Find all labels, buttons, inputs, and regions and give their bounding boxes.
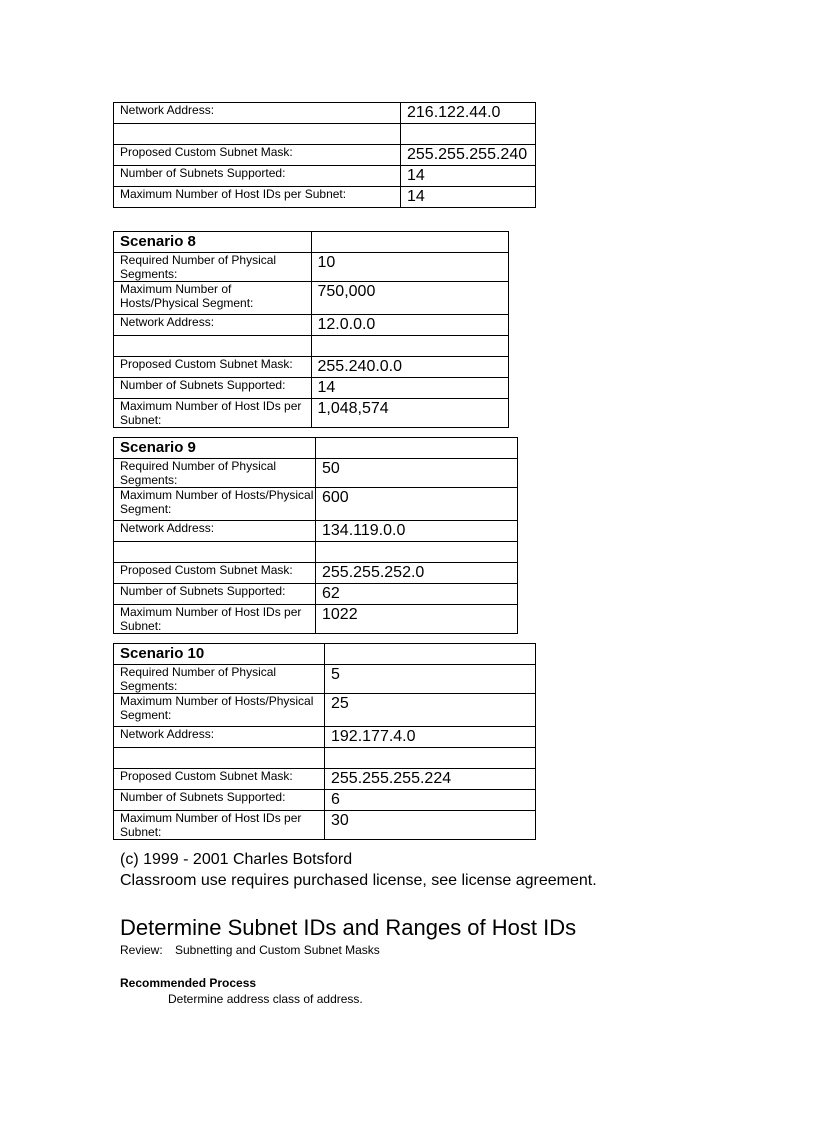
scenario-title: Scenario 9 <box>114 438 316 459</box>
max-host-ids-label: Maximum Number of Host IDs per Subnet: <box>114 811 325 840</box>
custom-mask-value: 255.240.0.0 <box>311 357 509 378</box>
required-segments-value: 5 <box>325 665 536 694</box>
network-address-label: Network Address: <box>114 103 401 124</box>
review-label: Review: <box>120 943 163 957</box>
custom-mask-value: 255.255.252.0 <box>316 563 518 584</box>
subnets-supported-value: 14 <box>311 378 509 399</box>
max-host-ids-value: 14 <box>401 187 536 208</box>
network-address-value: 216.122.44.0 <box>401 103 536 124</box>
required-segments-label: Required Number of Physical Segments: <box>114 665 325 694</box>
blank-cell <box>311 232 509 253</box>
subnets-supported-value: 6 <box>325 790 536 811</box>
custom-mask-label: Proposed Custom Subnet Mask: <box>114 769 325 790</box>
max-hosts-label: Maximum Number of Hosts/Physical Segment: <box>114 488 316 521</box>
blank-cell <box>114 124 401 145</box>
custom-mask-value: 255.255.255.224 <box>325 769 536 790</box>
max-host-ids-value: 30 <box>325 811 536 840</box>
max-host-ids-label: Maximum Number of Host IDs per Subnet: <box>114 605 316 634</box>
process-heading: Recommended Process <box>120 976 257 990</box>
network-address-label: Network Address: <box>114 727 325 748</box>
blank-cell <box>311 336 509 357</box>
custom-mask-label: Proposed Custom Subnet Mask: <box>114 563 316 584</box>
blank-cell <box>114 542 316 563</box>
max-host-ids-label: Maximum Number of Host IDs per Subnet: <box>114 399 312 428</box>
scenario-title: Scenario 8 <box>114 232 312 253</box>
blank-cell <box>114 336 312 357</box>
max-hosts-value: 25 <box>325 694 536 727</box>
max-hosts-value: 750,000 <box>311 282 509 315</box>
max-host-ids-value: 1,048,574 <box>311 399 509 428</box>
max-hosts-value: 600 <box>316 488 518 521</box>
license-notice: Classroom use requires purchased license, see license agreement. <box>120 872 597 889</box>
copyright-notice: (c) 1999 - 2001 Charles Botsford <box>120 851 353 868</box>
subnets-supported-value: 62 <box>316 584 518 605</box>
subnets-supported-label: Number of Subnets Supported: <box>114 166 401 187</box>
scenario-7-table <box>113 102 536 208</box>
blank-cell <box>325 748 536 769</box>
review-text: Subnetting and Custom Subnet Masks <box>175 943 380 957</box>
custom-mask-value: 255.255.255.240 <box>401 145 536 166</box>
subnets-supported-value: 14 <box>401 166 536 187</box>
blank-cell <box>401 124 536 145</box>
network-address-label: Network Address: <box>114 521 316 542</box>
max-host-ids-value: 1022 <box>316 605 518 634</box>
max-hosts-label: Maximum Number of Hosts/Physical Segment: <box>114 282 312 315</box>
process-step: Determine address class of address. <box>168 992 363 1006</box>
blank-cell <box>325 644 536 665</box>
network-address-value: 12.0.0.0 <box>311 315 509 336</box>
max-host-ids-label: Maximum Number of Host IDs per Subnet: <box>114 187 401 208</box>
scenario-title: Scenario 10 <box>114 644 325 665</box>
network-address-value: 192.177.4.0 <box>325 727 536 748</box>
network-address-value: 134.119.0.0 <box>316 521 518 542</box>
review-line <box>120 942 380 958</box>
blank-cell <box>316 542 518 563</box>
subnets-supported-label: Number of Subnets Supported: <box>114 378 312 399</box>
scenario-8-table <box>113 231 509 428</box>
subnets-supported-label: Number of Subnets Supported: <box>114 790 325 811</box>
required-segments-label: Required Number of Physical Segments: <box>114 253 312 282</box>
max-hosts-label: Maximum Number of Hosts/Physical Segment: <box>114 694 325 727</box>
custom-mask-label: Proposed Custom Subnet Mask: <box>114 357 312 378</box>
required-segments-value: 50 <box>316 459 518 488</box>
network-address-label: Network Address: <box>114 315 312 336</box>
required-segments-label: Required Number of Physical Segments: <box>114 459 316 488</box>
scenario-10-table <box>113 643 536 840</box>
required-segments-value: 10 <box>311 253 509 282</box>
section-heading: Determine Subnet IDs and Ranges of Host IDs <box>120 915 577 940</box>
blank-cell <box>316 438 518 459</box>
custom-mask-label: Proposed Custom Subnet Mask: <box>114 145 401 166</box>
blank-cell <box>114 748 325 769</box>
subnets-supported-label: Number of Subnets Supported: <box>114 584 316 605</box>
scenario-9-table <box>113 437 518 634</box>
